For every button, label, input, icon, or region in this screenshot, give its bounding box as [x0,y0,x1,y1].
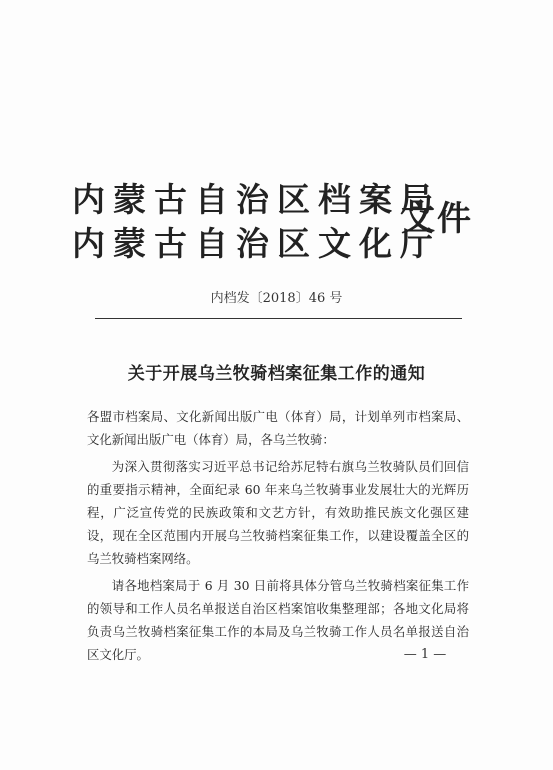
page-number: — 1 — [403,647,447,662]
issuing-authorities [72,178,441,266]
header-divider [95,318,462,319]
salutation: 各盟市档案局、文化新闻出版广电（体育）局，计划单列市档案局、文化新闻出版广电（体育）局，各乌兰牧骑： [87,409,469,447]
body-paragraph: 为深入贯彻落实习近平总书记给苏尼特右旗乌兰牧骑队员们回信的重要指示精神，全面纪录 60 年来乌兰牧骑事业发展壮大的光辉历程，广泛宣传党的民族政策和文艺方针，有效助推民族文化强区建设，现在全区范围内开展乌兰牧骑档案征集工作，以建设覆盖全区的乌兰牧骑档案网络。 [87,459,469,566]
issuer-archives-bureau: 内蒙古自治区档案局 [72,180,441,219]
document-number: 内档发〔2018〕46 号 [210,291,343,306]
document-type: 文件 [401,199,473,239]
issuer-culture-department: 内蒙古自治区文化厅 [72,224,441,263]
notice-title: 关于开展乌兰牧骑档案征集工作的通知 [127,364,426,384]
body-paragraph: 请各地档案局于 6 月 30 日前将具体分管乌兰牧骑档案征集工作的领导和工作人员名单报送自治区档案馆收集整理部；各地文化局将负责乌兰牧骑档案征集工作的本局及乌兰牧骑工作人员名单报送自治区文化厅。 [87,578,469,662]
notice-body [87,405,469,670]
